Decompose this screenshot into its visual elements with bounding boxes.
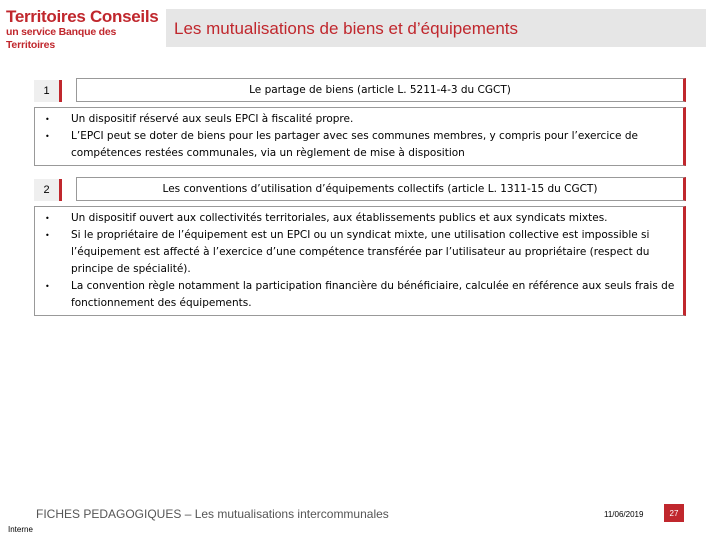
list-item bbox=[45, 227, 675, 278]
section-2-title: Les conventions d’utilisation d’équipements collectifs (article L. 1311-15 du CGCT) bbox=[76, 177, 686, 201]
bullet-text: L’EPCI peut se doter de biens pour les partager avec ses communes membres, y compris pour l’exercice de compétences restées communales, via un règlement de mise à disposition bbox=[71, 130, 638, 159]
list-item bbox=[45, 128, 675, 162]
section-2-body bbox=[34, 206, 686, 316]
bullet-text: Un dispositif réservé aux seuls EPCI à fiscalité propre. bbox=[71, 113, 354, 125]
footer-label-rest: – Les mutualisations intercommunales bbox=[181, 507, 389, 521]
list-item bbox=[45, 111, 675, 128]
bullet-icon: • bbox=[45, 214, 50, 223]
logo-line2: un service Banque des Territoires bbox=[6, 26, 117, 51]
page-title: Les mutualisations de biens et d’équipements bbox=[174, 19, 518, 38]
logo bbox=[6, 8, 166, 52]
list-item bbox=[45, 278, 675, 312]
bullet-icon: • bbox=[45, 282, 50, 291]
bullet-text: La convention règle notamment la participation financière du bénéficiaire, calculée en référence aux seuls frais de fonctionnement des équipements. bbox=[71, 280, 675, 309]
footer-label bbox=[36, 507, 389, 521]
bullet-icon: • bbox=[45, 231, 50, 240]
classification-label: Interne bbox=[8, 525, 33, 534]
bullet-icon: • bbox=[45, 115, 50, 124]
logo-line1: Territoires Conseils bbox=[6, 7, 159, 26]
section-1-body bbox=[34, 107, 686, 166]
section-1-number: 1 bbox=[34, 80, 62, 102]
section-1-title: Le partage de biens (article L. 5211-4-3 du CGCT) bbox=[76, 78, 686, 102]
section-2-number: 2 bbox=[34, 179, 62, 201]
page-number: 27 bbox=[664, 504, 684, 522]
bullet-icon: • bbox=[45, 132, 50, 141]
footer-date: 11/06/2019 bbox=[604, 510, 644, 519]
list-item bbox=[45, 210, 675, 227]
footer-label-strong: FICHES PEDAGOGIQUES bbox=[36, 507, 182, 521]
bullet-text: Si le propriétaire de l’équipement est un EPCI ou un syndicat mixte, une utilisation collective est impossible si l’équipement est affecté à l’exercice d’une compétence transférée par l’utilisateur au propriétaire (respect du principe de spécialité). bbox=[71, 229, 650, 275]
bullet-text: Un dispositif ouvert aux collectivités territoriales, aux établissements publics et aux syndicats mixtes. bbox=[71, 212, 608, 224]
title-bar bbox=[166, 9, 706, 47]
